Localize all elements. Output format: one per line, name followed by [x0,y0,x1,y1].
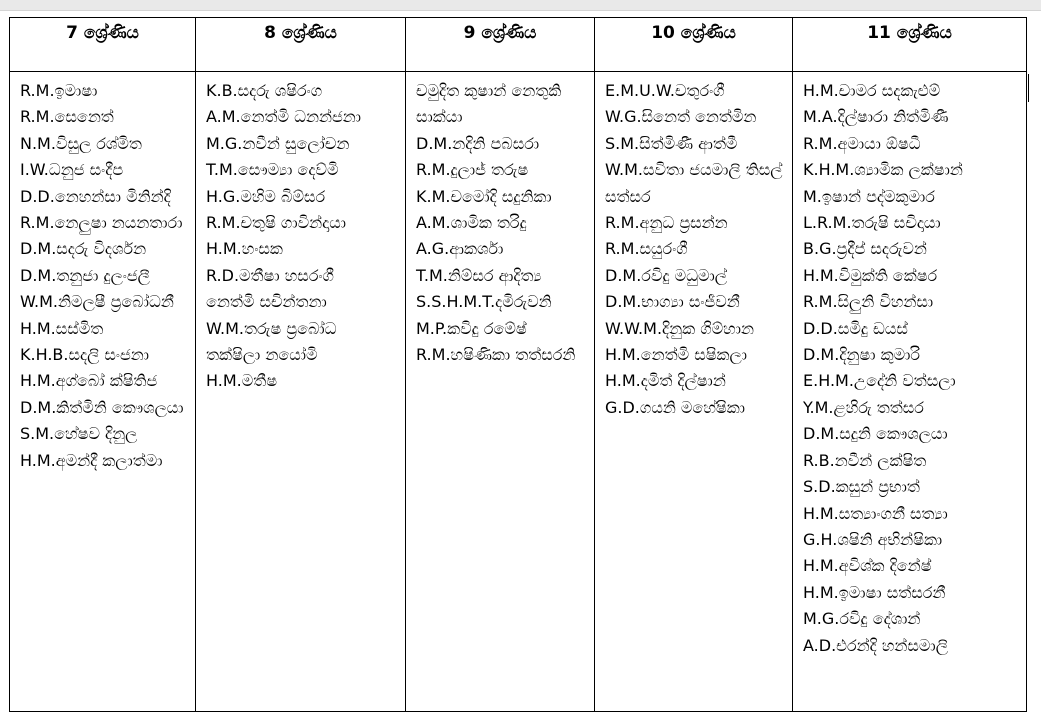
student-name: K.B.සදරු ශෂිරංග [206,81,323,100]
student-name: A.M.ශාමික තරිදු [416,213,527,233]
student-name: W.G.සිනෙත් නෙත්මින [605,107,757,127]
names-row [10,72,1027,712]
student-name: R.M.දුලාජ් තරුෂ [416,160,529,180]
student-name: D.D.සමිදු ඩයස් [803,318,908,338]
student-name: M.A.දිල්ෂාරා නිත්මිණී [803,107,949,127]
student-name: R.B.නවීන් ලක්ෂිත [803,450,927,470]
student-name: H.M.හංසක [206,239,283,259]
grade-student-table [9,17,1027,712]
student-name: K.H.M.ශ්‍යාමික ලක්ෂාන් [803,160,963,180]
student-name: D.M.නදිනි පබසරා [416,133,540,153]
student-name: S.S.H.M.T.දමිරුවනි [416,292,552,312]
student-name: D.M.සදුනි කෞශලයා [803,424,948,444]
grade-9-header: 9 ශ්‍රේණිය [406,18,595,72]
student-name: R.M.සයුරංගී [605,239,688,259]
student-name: D.M.රවිදු මධුමාල් [605,265,727,285]
student-name: A.G.ආකර්ශා [416,239,504,259]
grade-11-names-cell [793,72,1027,712]
grade-9-names-cell [406,72,595,712]
student-name: M.G.රවිදු දේශාන් [803,609,921,629]
student-name: T.M.නිම්සර ආදිත්‍ය [416,265,542,285]
student-name: R.M.අනුධ ප්‍රසන්න [605,213,728,233]
student-name: R.M.සෙනෙත් [20,107,114,127]
grade-10-names-cell [595,72,793,712]
student-name: R.M.ඉමාෂා [20,81,98,100]
student-name: Y.M.ළහිරු තත්සර [803,397,924,417]
student-name: D.D.නෙහන්සා මිනින්දි [20,186,171,206]
grade-8-names-cell [196,72,406,712]
student-name: T.M.සෞම්‍යා දෙව්මි [206,160,339,180]
student-name: E.M.U.W.චතුරංගී [605,81,725,100]
student-name: R.M.සිලුනි විහන්සා [803,292,934,312]
student-name: I.W.ධනුජ සංදීප [20,160,124,180]
student-name: H.M.ඉමාෂා සත්සරනී [803,582,946,602]
student-name: R.M.නෙලුෂා නයනතාරා [20,213,183,233]
student-name: H.M.චාමර සදකැළුම් [803,81,941,100]
student-name: W.M.නිමලෂී ප්‍රබෝධනී [20,292,174,312]
student-name: S.M.සිත්මිණී ආත්මී [605,133,738,153]
student-name: නෙත්මි සචින්තනා [206,292,327,312]
student-name: චමුදිත කුෂාන් නෙතුකි සාක්යා [416,81,562,127]
student-name: E.H.M.උදේනි වත්සලා [803,371,956,391]
student-name: S.D.කසුන් ප්‍රභාත් [803,477,920,497]
student-name: L.R.M.තරුෂි සචිදායා [803,213,941,233]
student-name: W.M.සවිතා ජයමාලි තිසල් සත්සර [605,160,783,206]
student-name: R.M.හෂිණිකා තත්සරනි [416,345,576,365]
student-name: M.P.කවිදු රමේෂ් [416,318,527,338]
student-name: H.G.මහිම බිම්සර [206,186,326,206]
text-cursor [1028,74,1029,102]
student-name: D.M.තනුජා දුලංජලී [20,265,150,285]
student-name: D.M.කිත්මිනි කෞශලයා [20,397,184,417]
student-name: H.M.අමන්දී කලාත්මා [20,450,163,470]
student-name: W.W.M.දිනුක ගිම්හාන [605,318,754,338]
student-name: R.D.මතීෂා හසරංගී [206,265,334,285]
student-name: H.M.මතීෂ [206,371,278,391]
student-name: W.M.තරුෂ ප්‍රබෝධ [206,318,337,338]
grade-7-names-cell [10,72,196,712]
grade-10-header: 10 ශ්‍රේණිය [595,18,793,72]
student-name: D.M.භාග්‍යා සංජීවනී [605,292,740,312]
student-name: H.M.සත්‍යාංගනී සත්‍යා [803,503,948,523]
student-name: K.H.B.සදලි සංජනා [20,345,150,365]
grade-8-header: 8 ශ්‍රේණිය [196,18,406,72]
student-name: H.M.අවිශ්ක දිනේෂ් [803,556,932,576]
student-name: H.M.විමුක්ති කේෂර [803,265,938,285]
student-name: H.M.සස්මිත [20,318,104,338]
student-name: තක්ෂිලා නයෝමි [206,345,318,365]
student-name: A.M.නෙත්මි ධනන්ජනා [206,107,362,127]
window-top-bar [0,0,1041,11]
student-name: S.M.හේෂව දිනුල [20,424,138,444]
student-name: H.M.අග්බෝ ක්ෂිතිජ [20,371,158,391]
student-name: B.G.ප්‍රදීප් සදරුවන් [803,239,927,259]
student-name: R.M.අමායා ඕෂධී [803,133,921,153]
student-name: D.M.සදරු විදර්ශන [20,239,147,259]
student-name: R.M.චතුෂි ගාවින්දායා [206,213,347,233]
student-name: M.ඉෂාන් පද්මකුමාර [803,186,935,206]
grade-7-header: 7 ශ්‍රේණිය [10,18,196,72]
student-name: H.M.නෙත්මි සෂිකලා [605,345,747,365]
grade-11-header: 11 ශ්‍රේණිය [793,18,1027,72]
student-name: K.M.චමෝදි සදුනිකා [416,186,552,206]
student-name: A.D.එරන්දි හන්සමාලි [803,635,948,655]
student-name: G.D.ගයනි මහේෂිකා [605,397,745,417]
student-name: M.G.නවීන් සුලෝචන [206,133,350,153]
student-name: G.H.ශෂිනි අභින්ෂිකා [803,529,943,549]
student-name: H.M.දමිත් දිල්ෂාන් [605,371,726,391]
student-name: D.M.දිනුෂා කුමාරි [803,345,920,365]
student-name: N.M.විසුල රශ්මිත [20,133,142,153]
header-row [10,18,1027,72]
